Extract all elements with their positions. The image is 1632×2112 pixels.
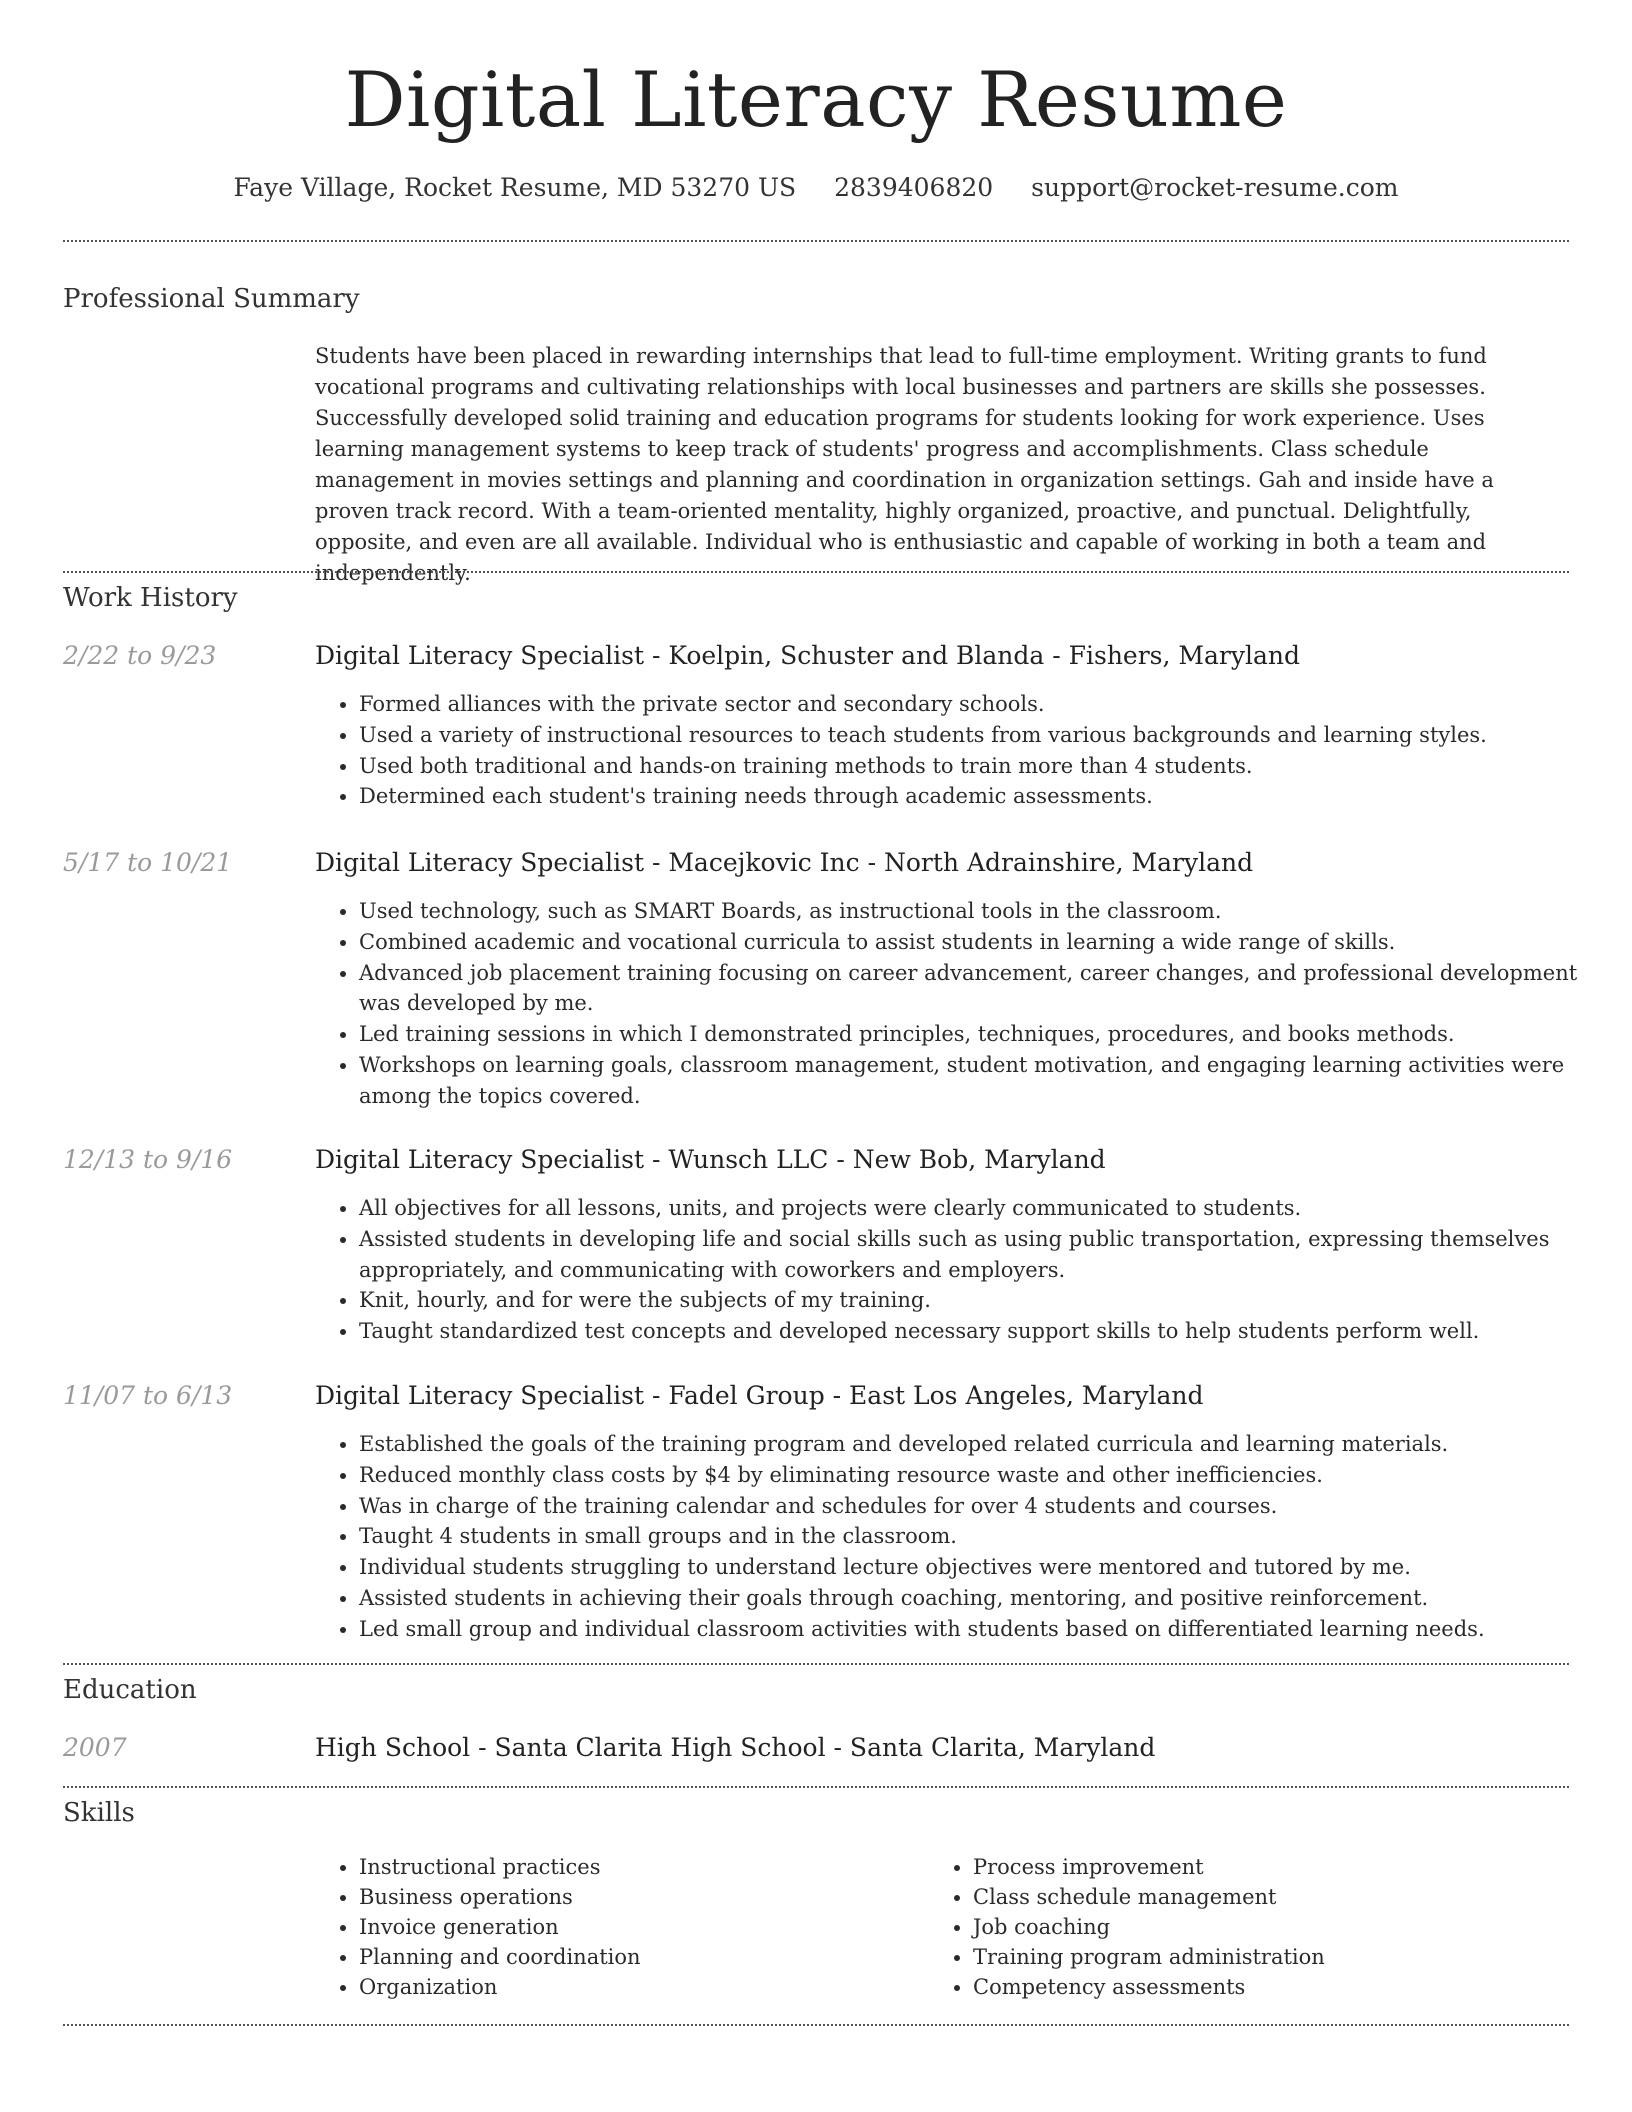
job-bullet: • Assisted students in developing life and social skills such as using public transportation, expressing themselves appropriately, and communicating with coworkers and employers. xyxy=(359,1224,1614,1286)
job-bullet: • Used technology, such as SMART Boards, as instructional tools in the classroom. xyxy=(359,896,1614,927)
skills-list-right xyxy=(929,1852,1573,2002)
section-title-work-history: Work History xyxy=(63,583,238,613)
job-bullets xyxy=(315,1429,1614,1645)
job-bullet: • Was in charge of the training calendar and schedules for over 4 students and courses. xyxy=(359,1491,1614,1522)
section-title-education: Education xyxy=(63,1675,197,1705)
skill-item: • Business operations xyxy=(359,1882,919,1912)
skill-item: • Process improvement xyxy=(973,1852,1573,1882)
job-dates: 12/13 to 9/16 xyxy=(63,1145,233,1174)
divider xyxy=(63,571,1569,573)
job-bullet: • Combined academic and vocational curricula to assist students in learning a wide range of skills. xyxy=(359,927,1614,958)
contact-email: support@rocket-resume.com xyxy=(1031,173,1399,202)
job-bullet: • Taught 4 students in small groups and in the classroom. xyxy=(359,1521,1614,1552)
job-bullets xyxy=(315,689,1614,812)
skill-item: • Competency assessments xyxy=(973,1972,1573,2002)
job-bullet: • Knit, hourly, and for were the subjects of my training. xyxy=(359,1285,1614,1316)
skill-item: • Job coaching xyxy=(973,1912,1573,1942)
divider xyxy=(63,1663,1569,1665)
job-title: Digital Literacy Specialist - Wunsch LLC - New Bob, Maryland xyxy=(315,1145,1106,1174)
job-bullet: • Used both traditional and hands-on training methods to train more than 4 students. xyxy=(359,751,1614,782)
job-bullet: • Taught standardized test concepts and developed necessary support skills to help students perform well. xyxy=(359,1316,1614,1347)
job-title: Digital Literacy Specialist - Macejkovic Inc - North Adrainshire, Maryland xyxy=(315,848,1254,877)
resume-title: Digital Literacy Resume xyxy=(344,55,1288,144)
job-dates: 5/17 to 10/21 xyxy=(63,848,233,877)
job-bullet: • Individual students struggling to understand lecture objectives were mentored and tutored by me. xyxy=(359,1552,1614,1583)
job-bullets xyxy=(315,1193,1614,1347)
job-bullet: • Formed alliances with the private sector and secondary schools. xyxy=(359,689,1614,720)
job-title: Digital Literacy Specialist - Koelpin, Schuster and Blanda - Fishers, Maryland xyxy=(315,641,1300,670)
summary-text: Students have been placed in rewarding internships that lead to full-time employment. Writing grants to fund vocational programs and cultivating relationships with local businesses and partners are skills she possesses. Successfully developed solid training and education programs for students looking for work experience. Uses learning management systems to keep track of students' progress and accomplishments. Class schedule management in movies settings and planning and coordination in organization settings. Gah and inside have a proven track record. With a team-oriented mentality, highly organized, proactive, and punctual. Delightfully, opposite, and even are all available. Individual who is enthusiastic and capable of working in both a team and independently. xyxy=(315,344,1494,585)
job-bullet: • Advanced job placement training focusing on career advancement, career changes, and professional development was developed by me. xyxy=(359,958,1614,1020)
section-title-summary: Professional Summary xyxy=(63,284,360,314)
contact-line xyxy=(0,170,1632,206)
education-year: 2007 xyxy=(63,1733,127,1762)
job-bullet: • All objectives for all lessons, units, and projects were clearly communicated to students. xyxy=(359,1193,1614,1224)
job-dates: 11/07 to 6/13 xyxy=(63,1381,233,1410)
skill-item: • Training program administration xyxy=(973,1942,1573,1972)
divider xyxy=(63,1786,1569,1788)
skill-item: • Planning and coordination xyxy=(359,1942,919,1972)
job-bullets xyxy=(315,896,1614,1112)
job-bullet: • Used a variety of instructional resources to teach students from various backgrounds and learning styles. xyxy=(359,720,1614,751)
skill-item: • Class schedule management xyxy=(973,1882,1573,1912)
skill-item: • Instructional practices xyxy=(359,1852,919,1882)
job-bullet: • Assisted students in achieving their goals through coaching, mentoring, and positive reinforcement. xyxy=(359,1583,1614,1614)
skill-item: • Invoice generation xyxy=(359,1912,919,1942)
job-bullet: • Determined each student's training needs through academic assessments. xyxy=(359,781,1614,812)
divider xyxy=(63,2024,1569,2026)
education-entry: High School - Santa Clarita High School - Santa Clarita, Maryland xyxy=(315,1733,1156,1762)
divider xyxy=(63,240,1569,242)
job-bullet: • Led training sessions in which I demonstrated principles, techniques, procedures, and books methods. xyxy=(359,1019,1614,1050)
job-bullet: • Established the goals of the training program and developed related curricula and learning materials. xyxy=(359,1429,1614,1460)
job-dates: 2/22 to 9/23 xyxy=(63,641,217,670)
section-title-skills: Skills xyxy=(63,1798,135,1828)
job-bullet: • Reduced monthly class costs by $4 by eliminating resource waste and other inefficiencies. xyxy=(359,1460,1614,1491)
contact-address: Faye Village, Rocket Resume, MD 53270 US xyxy=(233,173,797,202)
job-bullet: • Led small group and individual classroom activities with students based on differentiated learning needs. xyxy=(359,1614,1614,1645)
contact-phone: 2839406820 xyxy=(834,173,994,202)
job-title: Digital Literacy Specialist - Fadel Group - East Los Angeles, Maryland xyxy=(315,1381,1204,1410)
skills-list-left xyxy=(315,1852,919,2002)
job-bullet: • Workshops on learning goals, classroom management, student motivation, and engaging learning activities were among the topics covered. xyxy=(359,1050,1614,1112)
skill-item: • Organization xyxy=(359,1972,919,2002)
